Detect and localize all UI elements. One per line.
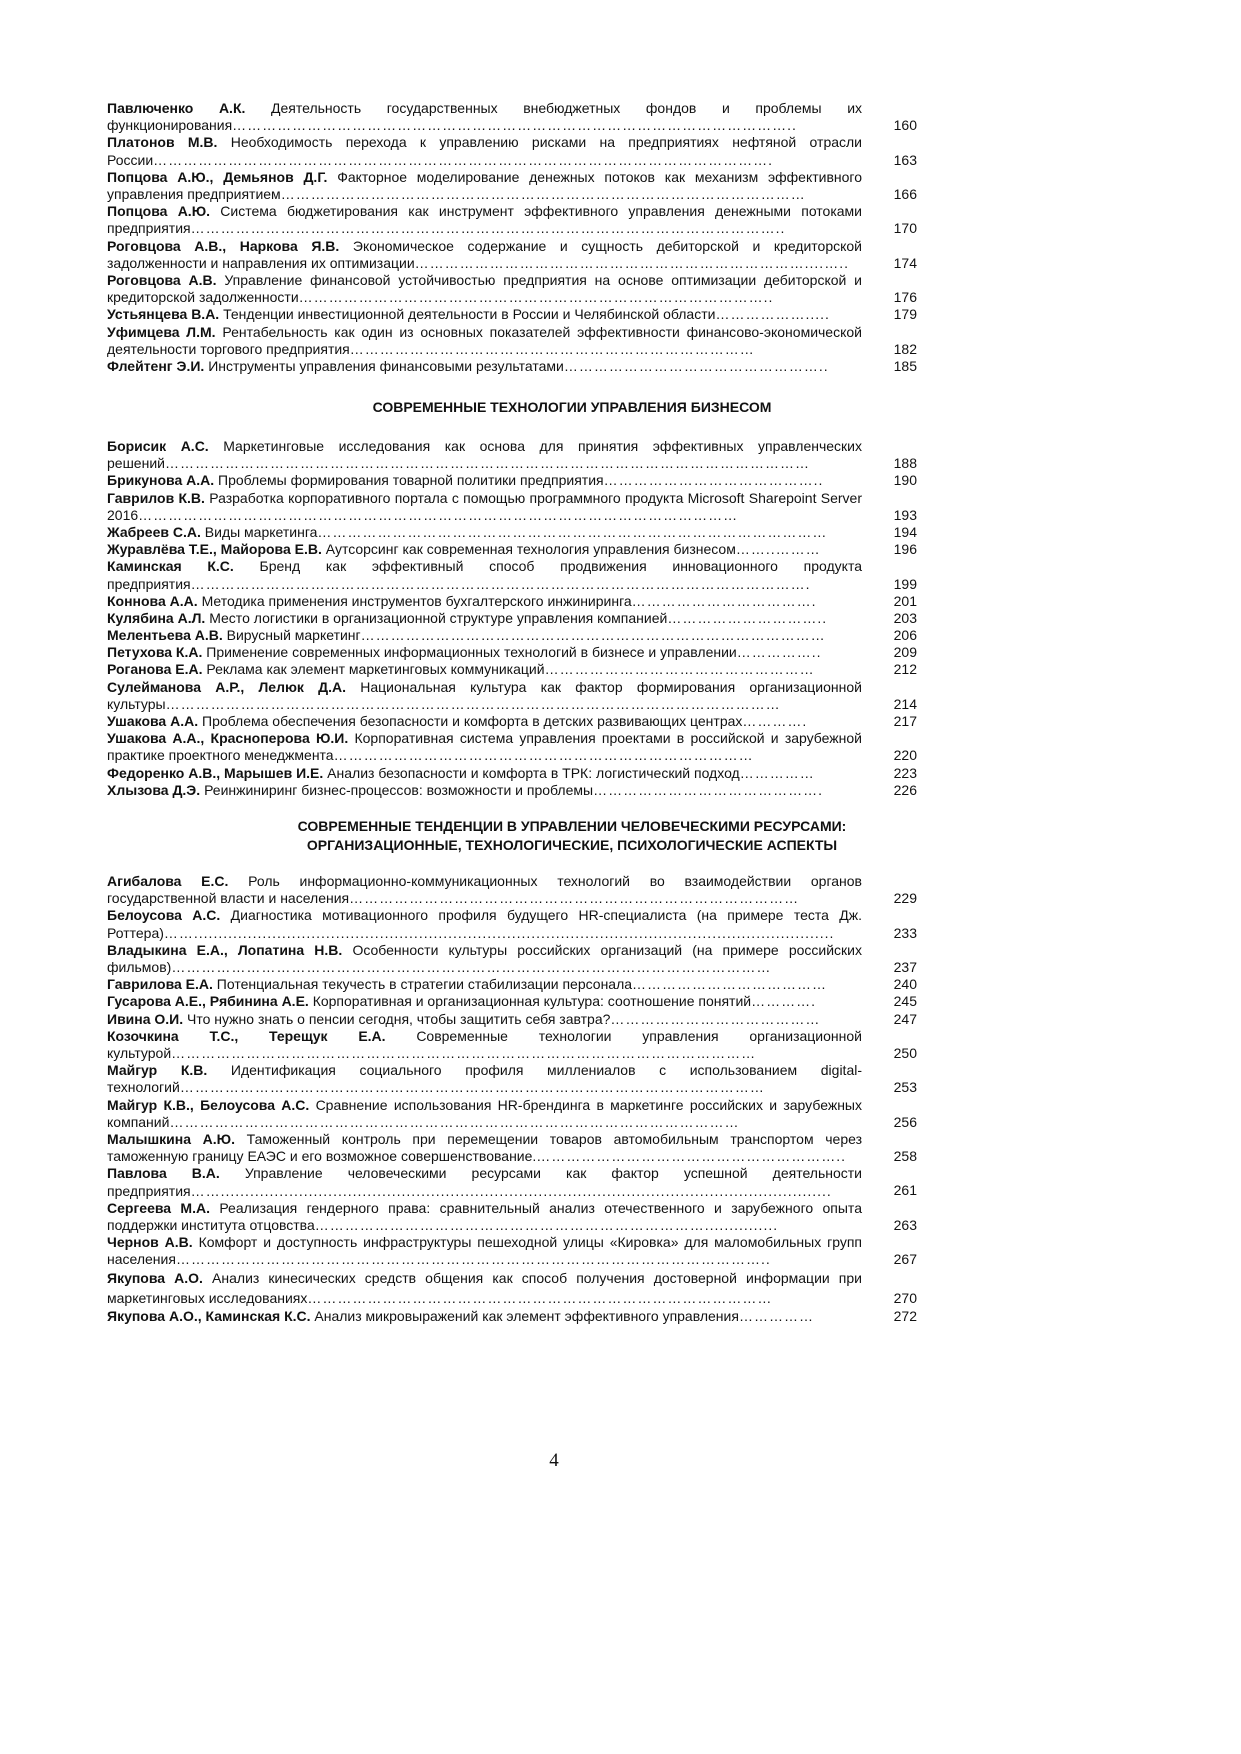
entry-dots: ……………………………………………………………………………………………………… xyxy=(171,1044,757,1061)
entry-dots: ………………………………………………………………………………………………………………… xyxy=(164,455,810,472)
entry-dots: ………………..... xyxy=(715,306,830,323)
entry-title: Деятельность государственных внебюджетных фондов и проблемы их функционирования xyxy=(107,100,863,134)
entry-dots: ……………………………………………………………………… xyxy=(349,340,755,357)
entry-page-number: 237 xyxy=(893,958,917,975)
entry-dots: ………………………………………………………………………………….. xyxy=(298,289,774,306)
entry-authors: Павлова В.А. xyxy=(107,1165,220,1182)
entry-page-number: 174 xyxy=(893,254,917,271)
entry-dots: ……................................................................................................................................... xyxy=(163,924,835,941)
entry-authors: Гаврилова Е.А. xyxy=(107,976,213,993)
entry-authors: Коннова А.А. xyxy=(107,592,198,609)
toc-entry[interactable] xyxy=(107,713,917,730)
entry-dots: …………. xyxy=(751,993,817,1010)
entry-dots: ………………………….. xyxy=(667,609,828,626)
entry-dots: …………. xyxy=(742,713,808,730)
entry-page-number: 223 xyxy=(893,764,917,781)
toc-entry[interactable] xyxy=(107,1308,917,1325)
entry-authors: Козочкина Т.С., Терещук Е.А. xyxy=(107,1027,386,1044)
toc-entry[interactable] xyxy=(107,661,917,678)
entry-title: Анализ микровыражений как элемент эффективного управления xyxy=(314,1308,739,1325)
toc-entry[interactable] xyxy=(107,524,917,541)
entry-title: Сравнение использования HR-брендинга в маркетинге российских и зарубежных компаний xyxy=(107,1096,862,1130)
entry-title: Рентабельность как один из основных показателей эффективности финансово-экономической деятельности торгового предприятия xyxy=(107,323,862,357)
entry-dots: …………………………………………………………………………………………… xyxy=(280,185,806,202)
toc-entry[interactable] xyxy=(107,134,917,168)
entry-authors: Сулейманова А.Р., Лелюк Д.А. xyxy=(107,678,347,695)
entry-authors: Роганова Е.А. xyxy=(107,661,203,678)
entry-page-number: 166 xyxy=(893,185,917,202)
entry-authors: Якупова А.О. xyxy=(107,1270,203,1287)
entry-dots: ……………………………………………………………………………………………………… xyxy=(179,1079,765,1096)
entry-dots: ………………………………………………………………………………………………………… xyxy=(138,506,739,523)
entry-title: Управление человеческими ресурсами как фактор успешной деятельности предприятия xyxy=(107,1165,862,1199)
entry-title: Национальная культура как фактор формирования организационной культуры xyxy=(107,678,862,712)
entry-page-number: 160 xyxy=(893,117,917,134)
entry-page-number: 220 xyxy=(893,747,917,764)
entry-page-number: 256 xyxy=(893,1113,917,1130)
toc-entry[interactable] xyxy=(107,438,917,472)
toc-entry[interactable] xyxy=(107,203,917,237)
section-heading xyxy=(107,398,1037,417)
entry-dots: ……………………………………………………………………………………………………………. xyxy=(153,151,774,168)
entry-authors: Жабреев С.А. xyxy=(107,523,201,540)
entry-dots: …………… xyxy=(738,1308,814,1325)
entry-title: Разработка корпоративного портала с помощью программного продукта Microsoft Sharepoint Server 2016 xyxy=(107,489,862,523)
entry-authors: Попцова А.Ю. xyxy=(107,203,211,220)
toc-entry[interactable] xyxy=(107,490,917,524)
toc-entry[interactable] xyxy=(107,1165,917,1199)
entry-dots: ……………………………………………………………………………………………………………. xyxy=(190,575,811,592)
toc-entry[interactable] xyxy=(107,1097,917,1131)
entry-page-number: 267 xyxy=(893,1251,917,1268)
entry-authors: Каминская К.С. xyxy=(107,558,234,575)
toc-entry[interactable] xyxy=(107,558,917,592)
entry-page-number: 201 xyxy=(893,592,917,609)
entry-page-number: 199 xyxy=(893,575,917,592)
toc-entry[interactable] xyxy=(107,541,917,558)
entry-title: Таможенный контроль при перемещении товаров автомобильным транспортом через таможенную границу ЕАЭС и его возможное совершенствование. xyxy=(107,1130,862,1165)
entry-page-number: 209 xyxy=(893,644,917,661)
toc-entry[interactable] xyxy=(107,873,917,907)
entry-authors: Майгур К.В., Белоусова А.С. xyxy=(107,1096,310,1113)
entry-page-number: 203 xyxy=(893,609,917,626)
entry-dots: ………………………………………………………………………………… xyxy=(307,1290,773,1307)
entry-authors: Брикунова А.А. xyxy=(107,472,215,489)
entry-authors: Якупова А.О., Каминская К.С. xyxy=(107,1308,311,1325)
toc-entry[interactable] xyxy=(107,306,917,323)
section-heading-line: СОВРЕМЕННЫЕ ТЕХНОЛОГИИ УПРАВЛЕНИЯ БИЗНЕСОМ xyxy=(372,399,772,415)
entry-page-number: 182 xyxy=(893,340,917,357)
toc-entry[interactable] xyxy=(107,1268,917,1308)
entry-dots: …………………………………………….. xyxy=(563,357,829,374)
entry-title: Методика применения инструментов бухгалтерского инжиниринга xyxy=(201,592,632,609)
entry-authors: Кулябина А.Л. xyxy=(107,609,206,626)
entry-title: Факторное моделирование денежных потоков как механизм эффективного управления предприятием xyxy=(107,168,862,202)
toc-entry[interactable] xyxy=(107,1011,917,1028)
entry-dots: …………………………………………………………………………………………………… xyxy=(169,1113,740,1130)
entry-authors: Белоусова А.С. xyxy=(107,907,221,924)
toc-entry[interactable] xyxy=(107,169,917,203)
section-heading-line: СОВРЕМЕННЫЕ ТЕНДЕНЦИИ В УПРАВЛЕНИИ ЧЕЛОВЕЧЕСКИМИ РЕСУРСАМИ: xyxy=(297,818,847,834)
entry-authors: Журавлёва Т.Е., Майорова Е.В. xyxy=(107,541,322,558)
entry-title: Особенности культуры российских организаций (на примере российских фильмов) xyxy=(107,941,862,975)
entry-title: Что нужно знать о пенсии сегодня, чтобы защитить себя завтра? xyxy=(187,1010,611,1027)
entry-title: Роль информационно-коммуникационных технологий во взаимодействии органов государственной власти и населения xyxy=(107,873,862,907)
entry-authors: Попцова А.Ю., Демьянов Д.Г. xyxy=(107,168,328,185)
entry-title: Управление финансовой устойчивостью предприятия на основе оптимизации дебиторской и кредиторской задолженности xyxy=(107,271,863,306)
entry-dots: ……............................................................................................................................. xyxy=(190,1182,832,1199)
toc-entry[interactable] xyxy=(107,730,917,764)
entry-title: Проблемы формирования товарной политики предприятия xyxy=(218,472,604,489)
entry-authors: Владыкина Е.А., Лопатина Н.В. xyxy=(107,941,343,958)
entry-title: Идентификация социального профиля миллениалов с использованием digital-технологий xyxy=(107,1062,863,1096)
entry-dots: …………………………………… xyxy=(610,1010,821,1027)
page-number: 4 xyxy=(549,1450,559,1471)
entry-authors: Чернов А.В. xyxy=(107,1234,193,1251)
entry-dots: …………………………………………………………………………………………………………… xyxy=(165,695,781,712)
toc-section-hr xyxy=(107,873,917,1326)
entry-authors: Мелентьева А.В. xyxy=(107,627,223,644)
entry-page-number: 253 xyxy=(893,1079,917,1096)
entry-page-number: 263 xyxy=(893,1216,917,1233)
entry-title: Тенденции инвестиционной деятельности в России и Челябинской области xyxy=(223,306,716,323)
entry-dots: ………………………………………. xyxy=(593,781,823,798)
entry-title: Бренд как эффективный способ продвижения инновационного продукта предприятия xyxy=(107,558,862,592)
entry-page-number: 217 xyxy=(893,713,917,730)
toc-entry[interactable] xyxy=(107,907,917,941)
entry-authors: Федоренко А.В., Марышев И.Е. xyxy=(107,764,324,781)
toc-entry[interactable] xyxy=(107,1028,917,1062)
entry-page-number: 185 xyxy=(893,357,917,374)
entry-title: Аутсорсинг как современная технология управления бизнесом xyxy=(325,541,736,558)
entry-authors: Ушакова А.А., Красноперова Ю.И. xyxy=(107,730,349,747)
entry-page-number: 270 xyxy=(893,1290,917,1307)
toc-entry[interactable] xyxy=(107,238,917,272)
entry-page-number: 179 xyxy=(893,306,917,323)
entry-title: Система бюджетирования как инструмент эффективного управления денежными потоками предприятия xyxy=(107,203,862,237)
toc-entry[interactable] xyxy=(107,272,917,306)
entry-page-number: 214 xyxy=(893,695,917,712)
entry-authors: Майгур К.В. xyxy=(107,1062,208,1079)
entry-page-number: 233 xyxy=(893,924,917,941)
toc-entry[interactable] xyxy=(107,942,917,976)
entry-page-number: 196 xyxy=(893,541,917,558)
toc-entry[interactable] xyxy=(107,593,917,610)
entry-authors: Роговцова А.В. xyxy=(107,271,217,288)
entry-page-number: 272 xyxy=(893,1308,917,1325)
entry-page-number: 170 xyxy=(893,220,917,237)
entry-title: Инструменты управления финансовыми результатами xyxy=(208,357,564,374)
toc-entry[interactable] xyxy=(107,324,917,358)
entry-page-number: 193 xyxy=(893,506,917,523)
entry-authors: Сергеева М.А. xyxy=(107,1199,210,1216)
entry-dots: ……………………………………………………………………............... xyxy=(314,1216,779,1233)
entry-title: Применение современных информационных технологий в бизнесе и управлении xyxy=(206,644,737,661)
entry-page-number: 188 xyxy=(893,455,917,472)
entry-dots: ………………………………. xyxy=(631,592,817,609)
entry-title: Корпоративная и организационная культура: соотношение понятий xyxy=(312,993,752,1010)
toc-entry[interactable] xyxy=(107,627,917,644)
entry-page-number: 229 xyxy=(893,890,917,907)
entry-authors: Петухова К.А. xyxy=(107,644,203,661)
entry-title: Комфорт и доступность инфраструктуры пешеходной улицы «Кировка» для маломобильных групп населения xyxy=(107,1234,863,1268)
entry-dots: ………………………………………………………………………………………… xyxy=(317,523,828,540)
entry-dots: …………………………………….. xyxy=(603,472,824,489)
entry-dots: ……………………………………………………………………………… xyxy=(349,890,800,907)
entry-authors: Флейтенг Э.И. xyxy=(107,357,205,374)
entry-authors: Уфимцева Л.М. xyxy=(107,323,216,340)
entry-authors: Борисик А.С. xyxy=(107,438,209,454)
entry-page-number: 247 xyxy=(893,1010,917,1027)
entry-title: Реинжиниринг бизнес-процессов: возможности и проблемы xyxy=(204,781,594,798)
entry-title: Реклама как элемент маркетинговых коммуникаций xyxy=(206,661,545,678)
entry-authors: Агибалова Е.С. xyxy=(107,873,229,889)
toc-section-finance xyxy=(107,100,917,375)
entry-title: Маркетинговые исследования как основа для принятия эффективных управленческих решений xyxy=(107,438,863,472)
entry-page-number: 245 xyxy=(893,993,917,1010)
toc-section-business xyxy=(107,438,917,799)
entry-dots: ………………………………………………………………………………………………………… xyxy=(171,958,772,975)
entry-title: Потенциальная текучесть в стратегии стабилизации персонала xyxy=(216,976,633,993)
toc-entry[interactable] xyxy=(107,610,917,627)
section-heading-line: ОРГАНИЗАЦИОННЫЕ, ТЕХНОЛОГИЧЕСКИЕ, ПСИХОЛОГИЧЕСКИЕ АСПЕКТЫ xyxy=(306,837,838,853)
entry-authors: Гаврилов К.В. xyxy=(107,489,205,506)
entry-title: Экономическое содержание и сущность дебиторской и кредиторской задолженности и направления их оптимизации xyxy=(107,237,863,271)
toc-entry[interactable] xyxy=(107,472,917,489)
entry-page-number: 212 xyxy=(893,661,917,678)
toc-entry[interactable] xyxy=(107,1062,917,1096)
section-heading xyxy=(107,817,1037,855)
entry-authors: Хлызова Д.Э. xyxy=(107,781,201,798)
toc-entry[interactable] xyxy=(107,1131,917,1165)
entry-title: Проблема обеспечения безопасности и комфорта в детских развивающих центрах xyxy=(202,713,743,730)
entry-dots: ……………………………………………… xyxy=(544,661,815,678)
entry-title: Диагностика мотивационного профиля будущего HR-специалиста (на примере теста Дж. Роттера) xyxy=(107,907,862,941)
entry-dots: …………………………………………………….. xyxy=(536,1148,847,1165)
entry-dots: ……..……… xyxy=(735,541,821,558)
entry-page-number: 250 xyxy=(893,1044,917,1061)
entry-authors: Павлюченко А.К. xyxy=(107,100,246,116)
entry-dots: ………………………………………………………………………………… xyxy=(360,627,826,644)
entry-dots: …………… xyxy=(739,764,815,781)
entry-dots: ………………………………… xyxy=(632,976,828,993)
entry-title: Современные технологии управления организационной культурой xyxy=(107,1027,862,1061)
entry-authors: Ушакова А.А. xyxy=(107,713,199,730)
entry-title: Корпоративная система управления проектами в российской и зарубежной практике проектного менеджмента xyxy=(107,730,862,764)
entry-title: Анализ безопасности и комфорта в ТРК: логистический подход xyxy=(327,764,740,781)
entry-authors: Устьянцева В.А. xyxy=(107,306,220,323)
entry-authors: Гусарова А.Е., Рябинина А.Е. xyxy=(107,993,309,1010)
entry-title: Виды маркетинга xyxy=(204,523,318,540)
entry-title: Необходимость перехода к управлению рисками на предприятиях нефтяной отрасли России xyxy=(107,134,862,168)
toc-entry[interactable] xyxy=(107,1234,917,1268)
entry-page-number: 190 xyxy=(893,472,917,489)
toc-entry[interactable] xyxy=(107,765,917,782)
toc-entry[interactable] xyxy=(107,1200,917,1234)
entry-dots: ……………………………………………………………………....….. xyxy=(414,254,849,271)
toc-entry[interactable] xyxy=(107,782,917,799)
entry-page-number: 163 xyxy=(893,151,917,168)
toc-entry[interactable] xyxy=(107,993,917,1010)
entry-page-number: 261 xyxy=(893,1182,917,1199)
entry-authors: Малышкина А.Ю. xyxy=(107,1130,235,1147)
entry-page-number: 194 xyxy=(893,523,917,540)
toc-entry[interactable] xyxy=(107,679,917,713)
toc-entry[interactable] xyxy=(107,100,917,134)
entry-dots: ………………………………………………………………………………………………….. xyxy=(232,117,797,134)
entry-page-number: 176 xyxy=(893,289,917,306)
entry-page-number: 226 xyxy=(893,781,917,798)
entry-title: Место логистики в организационной структуре управления компанией xyxy=(209,609,668,626)
entry-page-number: 240 xyxy=(893,976,917,993)
entry-dots: ……………………………………………………………………………………………………….. xyxy=(190,220,786,237)
entry-dots: …………….. xyxy=(736,644,822,661)
toc-entry[interactable] xyxy=(107,358,917,375)
entry-dots: ……………………………………………………………………………………………………….. xyxy=(175,1251,771,1268)
entry-authors: Ивина О.И. xyxy=(107,1010,184,1027)
entry-authors: Платонов М.В. xyxy=(107,134,218,151)
entry-title: Анализ кинесических средств общения как способ получения достоверной информации при маркетинговых исследованиях xyxy=(107,1270,862,1307)
entry-page-number: 206 xyxy=(893,627,917,644)
entry-title: Вирусный маркетинг xyxy=(226,627,361,644)
entry-title: Реализация гендерного права: сравнительный анализ отечественного и зарубежного опыта поддержки института отцовства xyxy=(107,1199,862,1233)
entry-authors: Роговцова А.В., Наркова Я.В. xyxy=(107,237,340,254)
toc-entry[interactable] xyxy=(107,644,917,661)
toc-entry[interactable] xyxy=(107,976,917,993)
entry-dots: ………………………………………………………………………… xyxy=(333,747,754,764)
entry-page-number: 258 xyxy=(893,1148,917,1165)
